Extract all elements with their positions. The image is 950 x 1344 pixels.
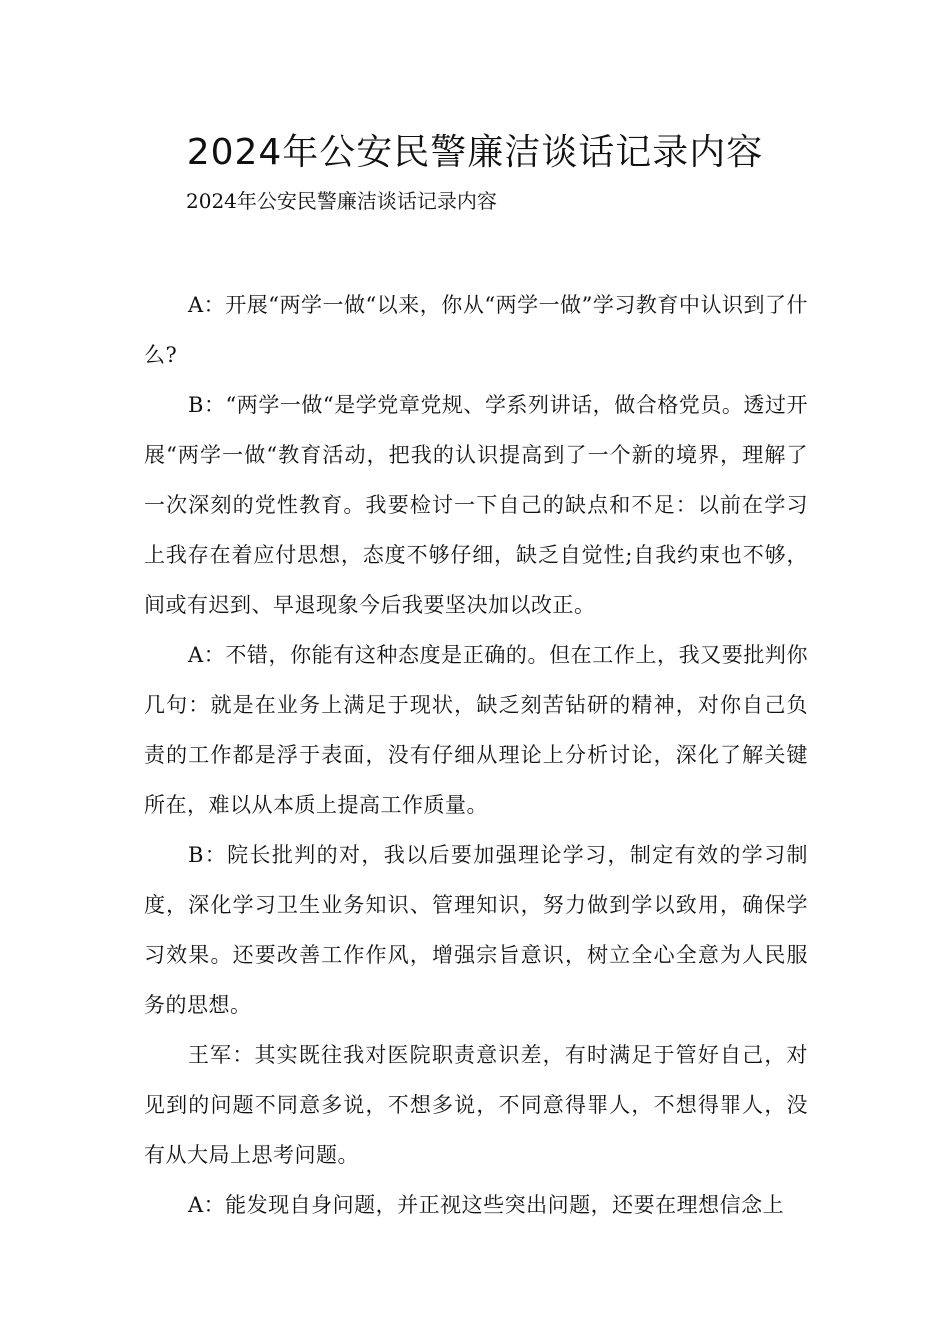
paragraph-2: B：“两学一做“是学党章党规、学系列讲话，做合格党员。透过开展“两学一做“教育活动，把我的认识提高到了一个新的境界，理解了一次深刻的党性教育。我要检讨一下自己的缺点和不足：以前在学习上我存在着应付思想，态度不够仔细，缺乏自觉性;自我约束也不够，间或有迟到、早退现象今后我要坚决加以改正。 <box>144 393 808 617</box>
page-title: 2024年公安民警廉洁谈话记录内容 <box>186 132 764 173</box>
paragraph-5: 王军：其实既往我对医院职责意识差，有时满足于管好自己，对见到的问题不同意多说，不想多说，不同意得罪人，不想得罪人，没有从大局上思考问题。 <box>144 1043 808 1167</box>
page-subtitle: 2024年公安民警廉洁谈话记录内容 <box>186 189 497 213</box>
paragraph-1: A：开展“两学一做“以来，你从“两学一做”学习教育中认识到了什么? <box>144 293 808 367</box>
paragraph-4: B：院长批判的对，我以后要加强理论学习，制定有效的学习制度，深化学习卫生业务知识、管理知识，努力做到学以致用，确保学习效果。还要改善工作作风，增强宗旨意识，树立全心全意为人民服务的思想。 <box>144 843 808 1017</box>
paragraph-3: A：不错，你能有这种态度是正确的。但在工作上，我又要批判你几句：就是在业务上满足于现状，缺乏刻苦钻研的精神，对你自己负责的工作都是浮于表面，没有仔细从理论上分析讨论，深化了解关键所在，难以从本质上提高工作质量。 <box>144 643 808 817</box>
paragraph-6: A：能发现自身问题，并正视这些突出问题，还要在理想信念上 <box>188 1193 785 1217</box>
document-body <box>144 280 808 1230</box>
